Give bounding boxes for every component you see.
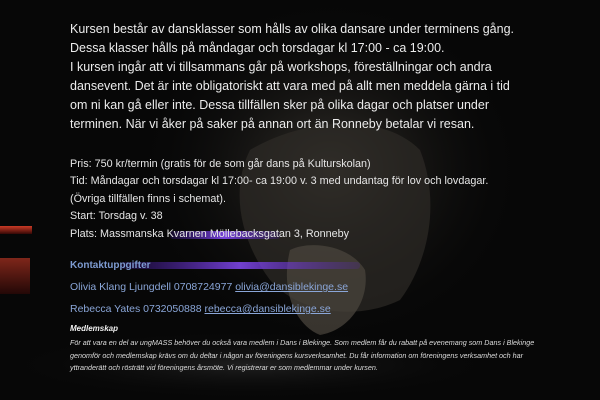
intro-line: terminen. När vi åker på saker på annan ort än Ronneby betalar vi resan. (70, 117, 475, 131)
intro-paragraph (70, 20, 550, 134)
intro-line: Dessa klasser hålls på måndagar och torsdagar kl 17:00 - ca 19:00. (70, 41, 445, 55)
email-link-rebecca[interactable]: rebecca@dansiblekinge.se (204, 303, 331, 316)
membership-text: För att vara en del av ungMASS behöver du också vara medlem i Dans i Blekinge. Som medlem får du rabatt på evenemang som Dans i Blekinge genomför och medlemskap krävs om du deltar i någon av föreningens kursverksamhet. Du får information om föreningens verksamhet och har yttranderätt och rösträtt vid föreningens årsmöte. Vi registrerar er som medlemmar under kursen. (70, 338, 535, 373)
contact-olivia (70, 279, 550, 295)
price-text: Pris: 750 kr/termin (gratis för de som går dans på Kulturskolan) (70, 158, 371, 170)
start-text: Start: Torsdag v. 38 (70, 210, 163, 223)
intro-line: I kursen ingår att vi tillsammans går på workshops, föreställningar och andra (70, 60, 492, 74)
contact-rebecca (70, 301, 550, 317)
contact-name-phone: Olivia Klang Ljungdell 0708724977 (70, 281, 236, 294)
contact-heading: Kontaktuppgifter (70, 260, 151, 272)
contact-name-phone: Rebecca Yates 0732050888 (70, 303, 205, 316)
other-sessions-text: (Övriga tillfällen finns i schemat). (70, 192, 227, 205)
email-link-olivia[interactable]: olivia@dansiblekinge.se (235, 281, 349, 294)
time-text: Tid: Måndagar och torsdagar kl 17:00- ca 19:00 v. 3 med undantag för lov och lovdagar. (70, 175, 489, 188)
place-text: Plats: Massmanska Kvarnen Möllebacksgatan 3, Ronneby (70, 227, 350, 240)
intro-line: om ni kan gå eller inte. Dessa tillfällen sker på olika dagar och platser under (70, 98, 489, 112)
course-description (70, 20, 550, 375)
course-info (70, 156, 550, 243)
membership-heading: Medlemskap (70, 324, 119, 334)
intro-line: Kursen består av dansklasser som hålls av olika dansare under terminens gång. (70, 22, 514, 36)
intro-line: dansevent. Det är inte obligatoriskt att vara med på allt men meddela gärna i tid (70, 79, 510, 93)
